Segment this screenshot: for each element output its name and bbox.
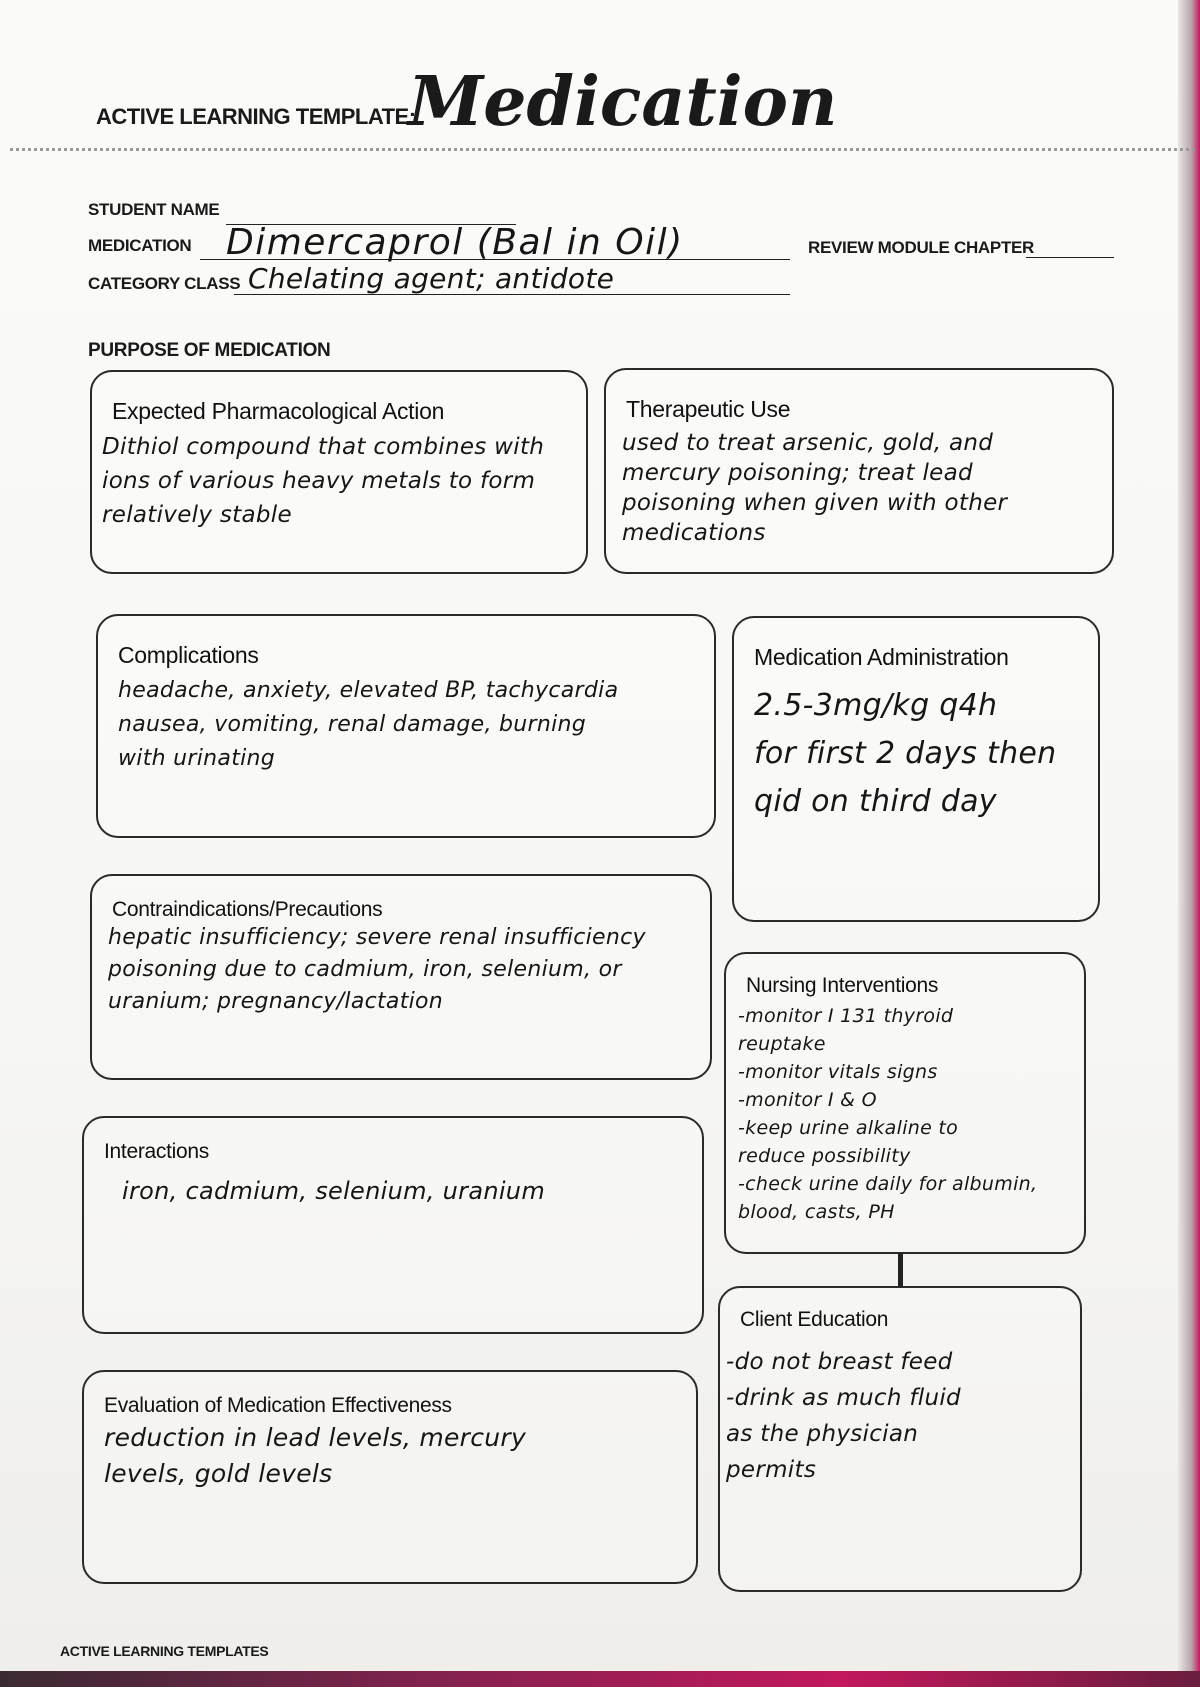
- expected-action-box: [90, 370, 588, 574]
- complications-box: [96, 614, 716, 838]
- evaluation-box: [82, 1370, 698, 1584]
- box-connector: [898, 1253, 903, 1288]
- contraindications-title: Contraindications/Precautions: [112, 898, 383, 921]
- page-bottom-background: [0, 1671, 1200, 1687]
- template-title: Medication: [408, 62, 838, 142]
- medication-label: MEDICATION: [88, 236, 192, 255]
- nursing-interventions-title: Nursing Interventions: [746, 974, 939, 997]
- client-education-box: [718, 1286, 1082, 1592]
- administration-text[interactable]: 2.5-3mg/kg q4h for first 2 days then qid on third day: [754, 688, 1057, 819]
- category-class-label: CATEGORY CLASS: [88, 274, 241, 293]
- review-module-label: REVIEW MODULE CHAPTER: [808, 238, 1035, 257]
- therapeutic-use-box: [604, 368, 1114, 574]
- interactions-text[interactable]: iron, cadmium, selenium, uranium: [122, 1177, 546, 1205]
- header-divider: [10, 148, 1195, 151]
- expected-action-title: Expected Pharmacological Action: [112, 398, 445, 424]
- category-class-value[interactable]: Chelating agent; antidote: [248, 262, 615, 295]
- nursing-interventions-text[interactable]: -monitor I 131 thyroid reuptake -monitor vitals signs -monitor I & O -keep urine alkaline to reduce possibility -check urine daily for albumin, blood, casts, PH: [738, 1005, 1038, 1223]
- review-module-line: [1026, 257, 1114, 258]
- therapeutic-use-title: Therapeutic Use: [626, 396, 791, 422]
- interactions-title: Interactions: [104, 1140, 209, 1163]
- contraindications-box: [90, 874, 712, 1080]
- evaluation-text[interactable]: reduction in lead levels, mercury levels, gold levels: [104, 1423, 527, 1488]
- page-edge-background: [1178, 0, 1200, 1687]
- client-education-title: Client Education: [740, 1308, 889, 1331]
- administration-box: [732, 616, 1100, 922]
- purpose-heading: PURPOSE OF MEDICATION: [88, 340, 331, 361]
- contraindications-text[interactable]: hepatic insufficiency; severe renal insufficiency poisoning due to cadmium, iron, selenium, or uranium; pregnancy/lactation: [108, 925, 646, 1014]
- complications-text[interactable]: headache, anxiety, elevated BP, tachycardia nausea, vomiting, renal damage, burning with urinating: [118, 678, 619, 771]
- complications-title: Complications: [118, 642, 259, 668]
- medication-value[interactable]: Dimercaprol (Bal in Oil): [226, 222, 684, 263]
- student-name-label: STUDENT NAME: [88, 200, 220, 219]
- therapeutic-use-text[interactable]: used to treat arsenic, gold, and mercury poisoning; treat lead poisoning when given with other medications: [622, 430, 1008, 546]
- expected-action-text[interactable]: Dithiol compound that combines with ions of various heavy metals to form relatively stable: [102, 434, 545, 528]
- interactions-box: [82, 1116, 704, 1334]
- footer-label: ACTIVE LEARNING TEMPLATES: [60, 1643, 269, 1659]
- evaluation-title: Evaluation of Medication Effectiveness: [104, 1394, 452, 1417]
- administration-title: Medication Administration: [754, 644, 1009, 670]
- nursing-interventions-box: [724, 952, 1086, 1254]
- client-education-text[interactable]: -do not breast feed -drink as much fluid as the physician permits: [726, 1349, 961, 1483]
- template-label: ACTIVE LEARNING TEMPLATE:: [96, 104, 416, 129]
